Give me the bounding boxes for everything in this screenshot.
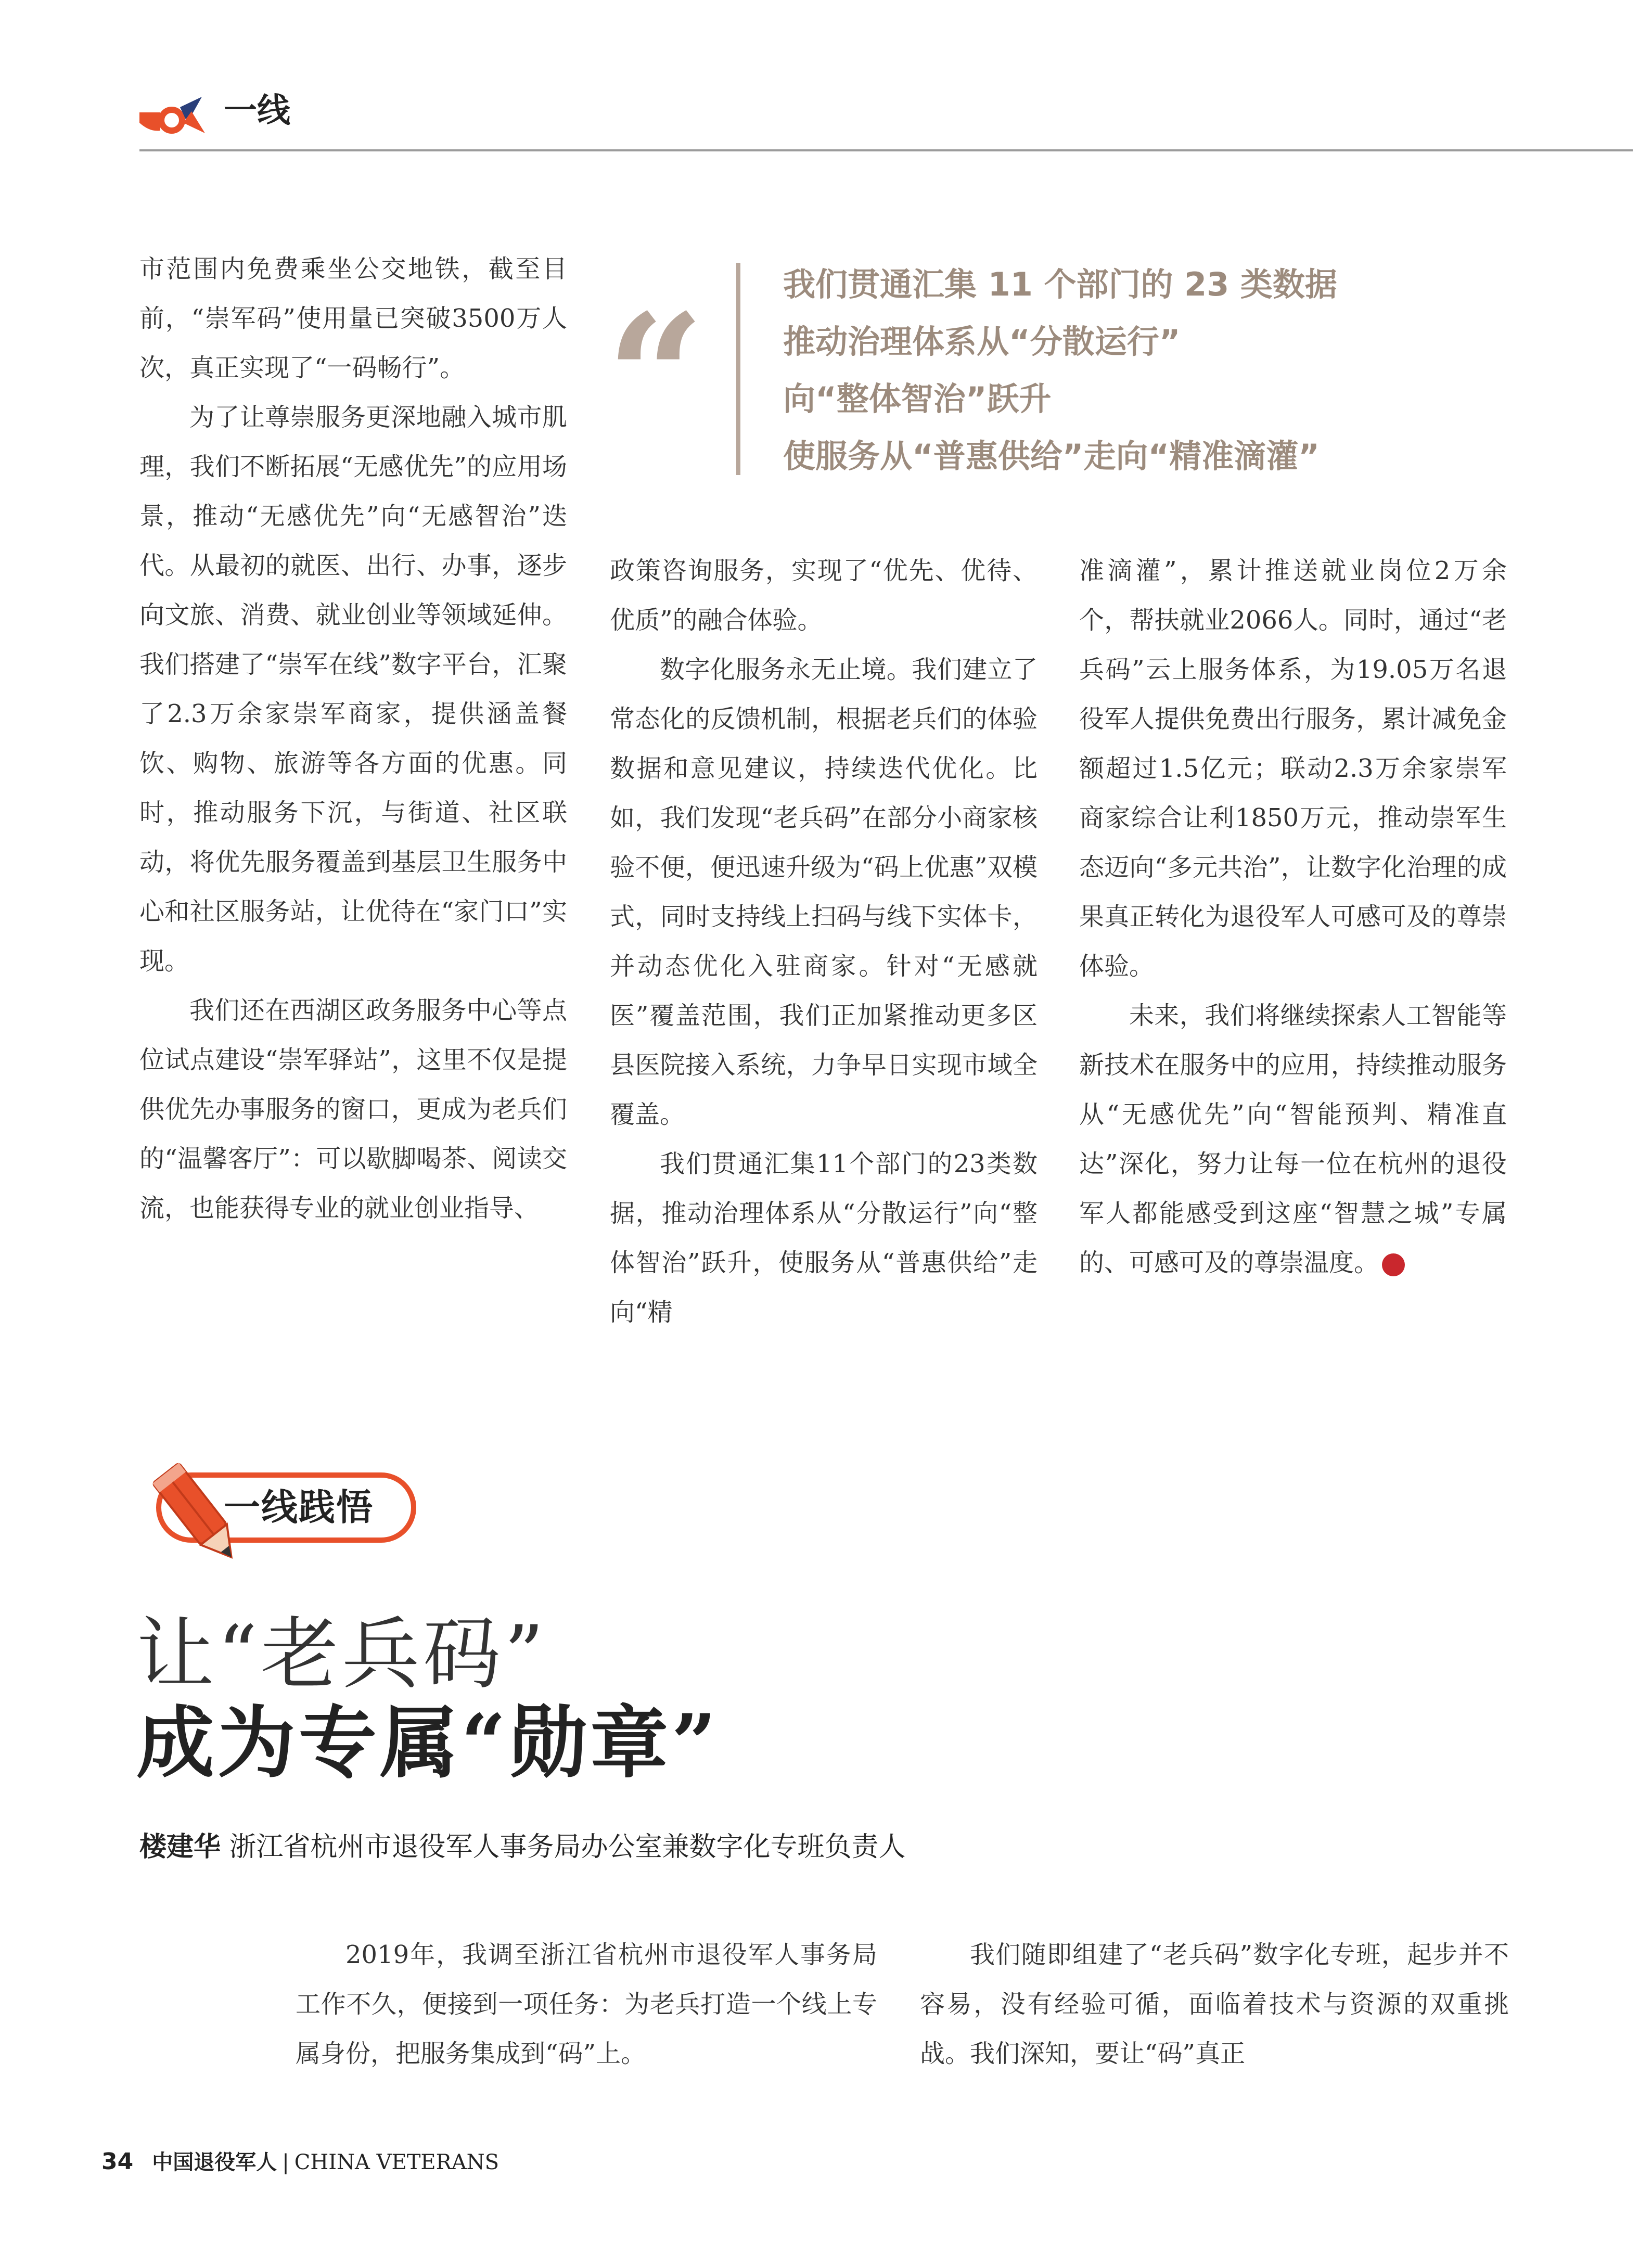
footer-separator: | <box>282 2150 289 2174</box>
author-name: 楼建华 <box>139 1831 221 1863</box>
paragraph: 我们贯通汇集11个部门的23类数据，推动治理体系从“分散运行”向“整体智治”跃升，使服务从“普惠供给”走向“精 <box>610 1149 1038 1327</box>
paragraph: 政策咨询服务，实现了“优先、优待、优质”的融合体验。 <box>610 556 1038 635</box>
paragraph: 为了让尊崇服务更深地融入城市肌理，我们不断拓展“无感优先”的应用场景，推动“无感优先”向“无感智治”迭代。从最初的就医、出行、办事，逐步向文旅、消费、就业创业等领域延伸。我们搭建了“崇军在线”数字平台，汇聚了2.3万余家崇军商家，提供涵盖餐饮、购物、旅游等各方面的优惠。同时，推动服务下沉，与街道、社区联动，将优先服务覆盖到基层卫生服务中心和社区服务站，让优待在“家门口”实现。 <box>139 403 567 976</box>
page-number: 34 <box>101 2148 134 2175</box>
paragraph-text: 未来，我们将继续探索人工智能等新技术在服务中的应用，持续推动服务从“无感优先”向“智能预判、精准直达”深化，努力让每一位在杭州的退役军人都能感受到这座“智慧之城”专属的、可感可及的尊崇温度。 <box>1079 1001 1507 1277</box>
paragraph: 数字化服务永无止境。我们建立了常态化的反馈机制，根据老兵们的体验数据和意见建议，持续迭代优化。比如，我们发现“老兵码”在部分小商家核验不便，便迅速升级为“码上优惠”双模式，同时支持线上扫码与线下实体卡，并动态优化入驻商家。针对“无感就医”覆盖范围，我们正加紧推动更多区县医院接入系统，力争早日实现市域全覆盖。 <box>610 655 1038 1129</box>
paragraph: 我们随即组建了“老兵码”数字化专班，起步并不容易，没有经验可循，面临着技术与资源的双重挑战。我们深知，要让“码”真正 <box>920 1940 1509 2068</box>
pull-quote-line: 向“整体智治”跃升 <box>783 380 1052 418</box>
quote-mark-icon: “ <box>606 276 705 478</box>
paragraph: 2019年，我调至浙江省杭州市退役军人事务局工作不久，便接到一项任务：为老兵打造一个线上专属身份，把服务集成到“码”上。 <box>296 1940 877 2068</box>
section-label: 一线 <box>224 92 290 130</box>
headline-line-2: 成为专属“勋章” <box>136 1697 720 1789</box>
pull-quote-line: 我们贯通汇集 11 个部门的 23 类数据 <box>783 265 1337 303</box>
body-column-3 <box>1079 546 1507 1288</box>
paragraph: 准滴灌”，累计推送就业岗位2万余个，帮扶就业2066人。同时，通过“老兵码”云上服务体系，为19.05万名退役军人提供免费出行服务，累计减免金额超过1.5亿元；联动2.3万余家崇军商家综合让利1850万元，推动崇军生态迈向“多元共治”，让数字化治理的成果真正转化为退役军人可感可及的尊崇体验。 <box>1079 556 1507 981</box>
magazine-english-name: CHINA VETERANS <box>294 2150 499 2174</box>
body-column-4 <box>296 1930 877 2079</box>
body-column-1 <box>139 245 567 1233</box>
pull-quote-line: 使服务从“普惠供给”走向“精准滴灌” <box>783 437 1320 475</box>
quote-bar <box>736 263 740 475</box>
byline <box>139 1829 906 1865</box>
paragraph: 我们还在西湖区政务服务中心等点位试点建设“崇军驿站”，这里不仅是提供优先办事服务的窗口，更成为老兵们的“温馨客厅”：可以歇脚喝茶、阅读交流，也能获得专业的就业创业指导、 <box>139 996 567 1223</box>
section-badge-label: 一线践悟 <box>224 1485 374 1529</box>
pull-quote-line: 推动治理体系从“分散运行” <box>783 323 1181 361</box>
paragraph <box>1079 991 1507 1288</box>
paragraph: 市范围内免费乘坐公交地铁，截至目前，“崇军码”使用量已突破3500万人次，真正实现了“一码畅行”。 <box>139 254 567 382</box>
author-title: 浙江省杭州市退役军人事务局办公室兼数字化专班负责人 <box>221 1831 906 1863</box>
header-divider <box>139 149 1633 151</box>
pencil-icon <box>146 1452 250 1577</box>
body-column-5 <box>920 1930 1509 2079</box>
body-column-2 <box>610 546 1038 1337</box>
pull-quote <box>783 256 1512 485</box>
end-mark-icon: V <box>1382 1253 1405 1276</box>
page-footer <box>101 2146 499 2178</box>
magazine-name: 中国退役军人 <box>152 2150 277 2174</box>
section-logo-icon <box>139 92 207 138</box>
headline-line-1: 让“老兵码” <box>136 1609 547 1700</box>
